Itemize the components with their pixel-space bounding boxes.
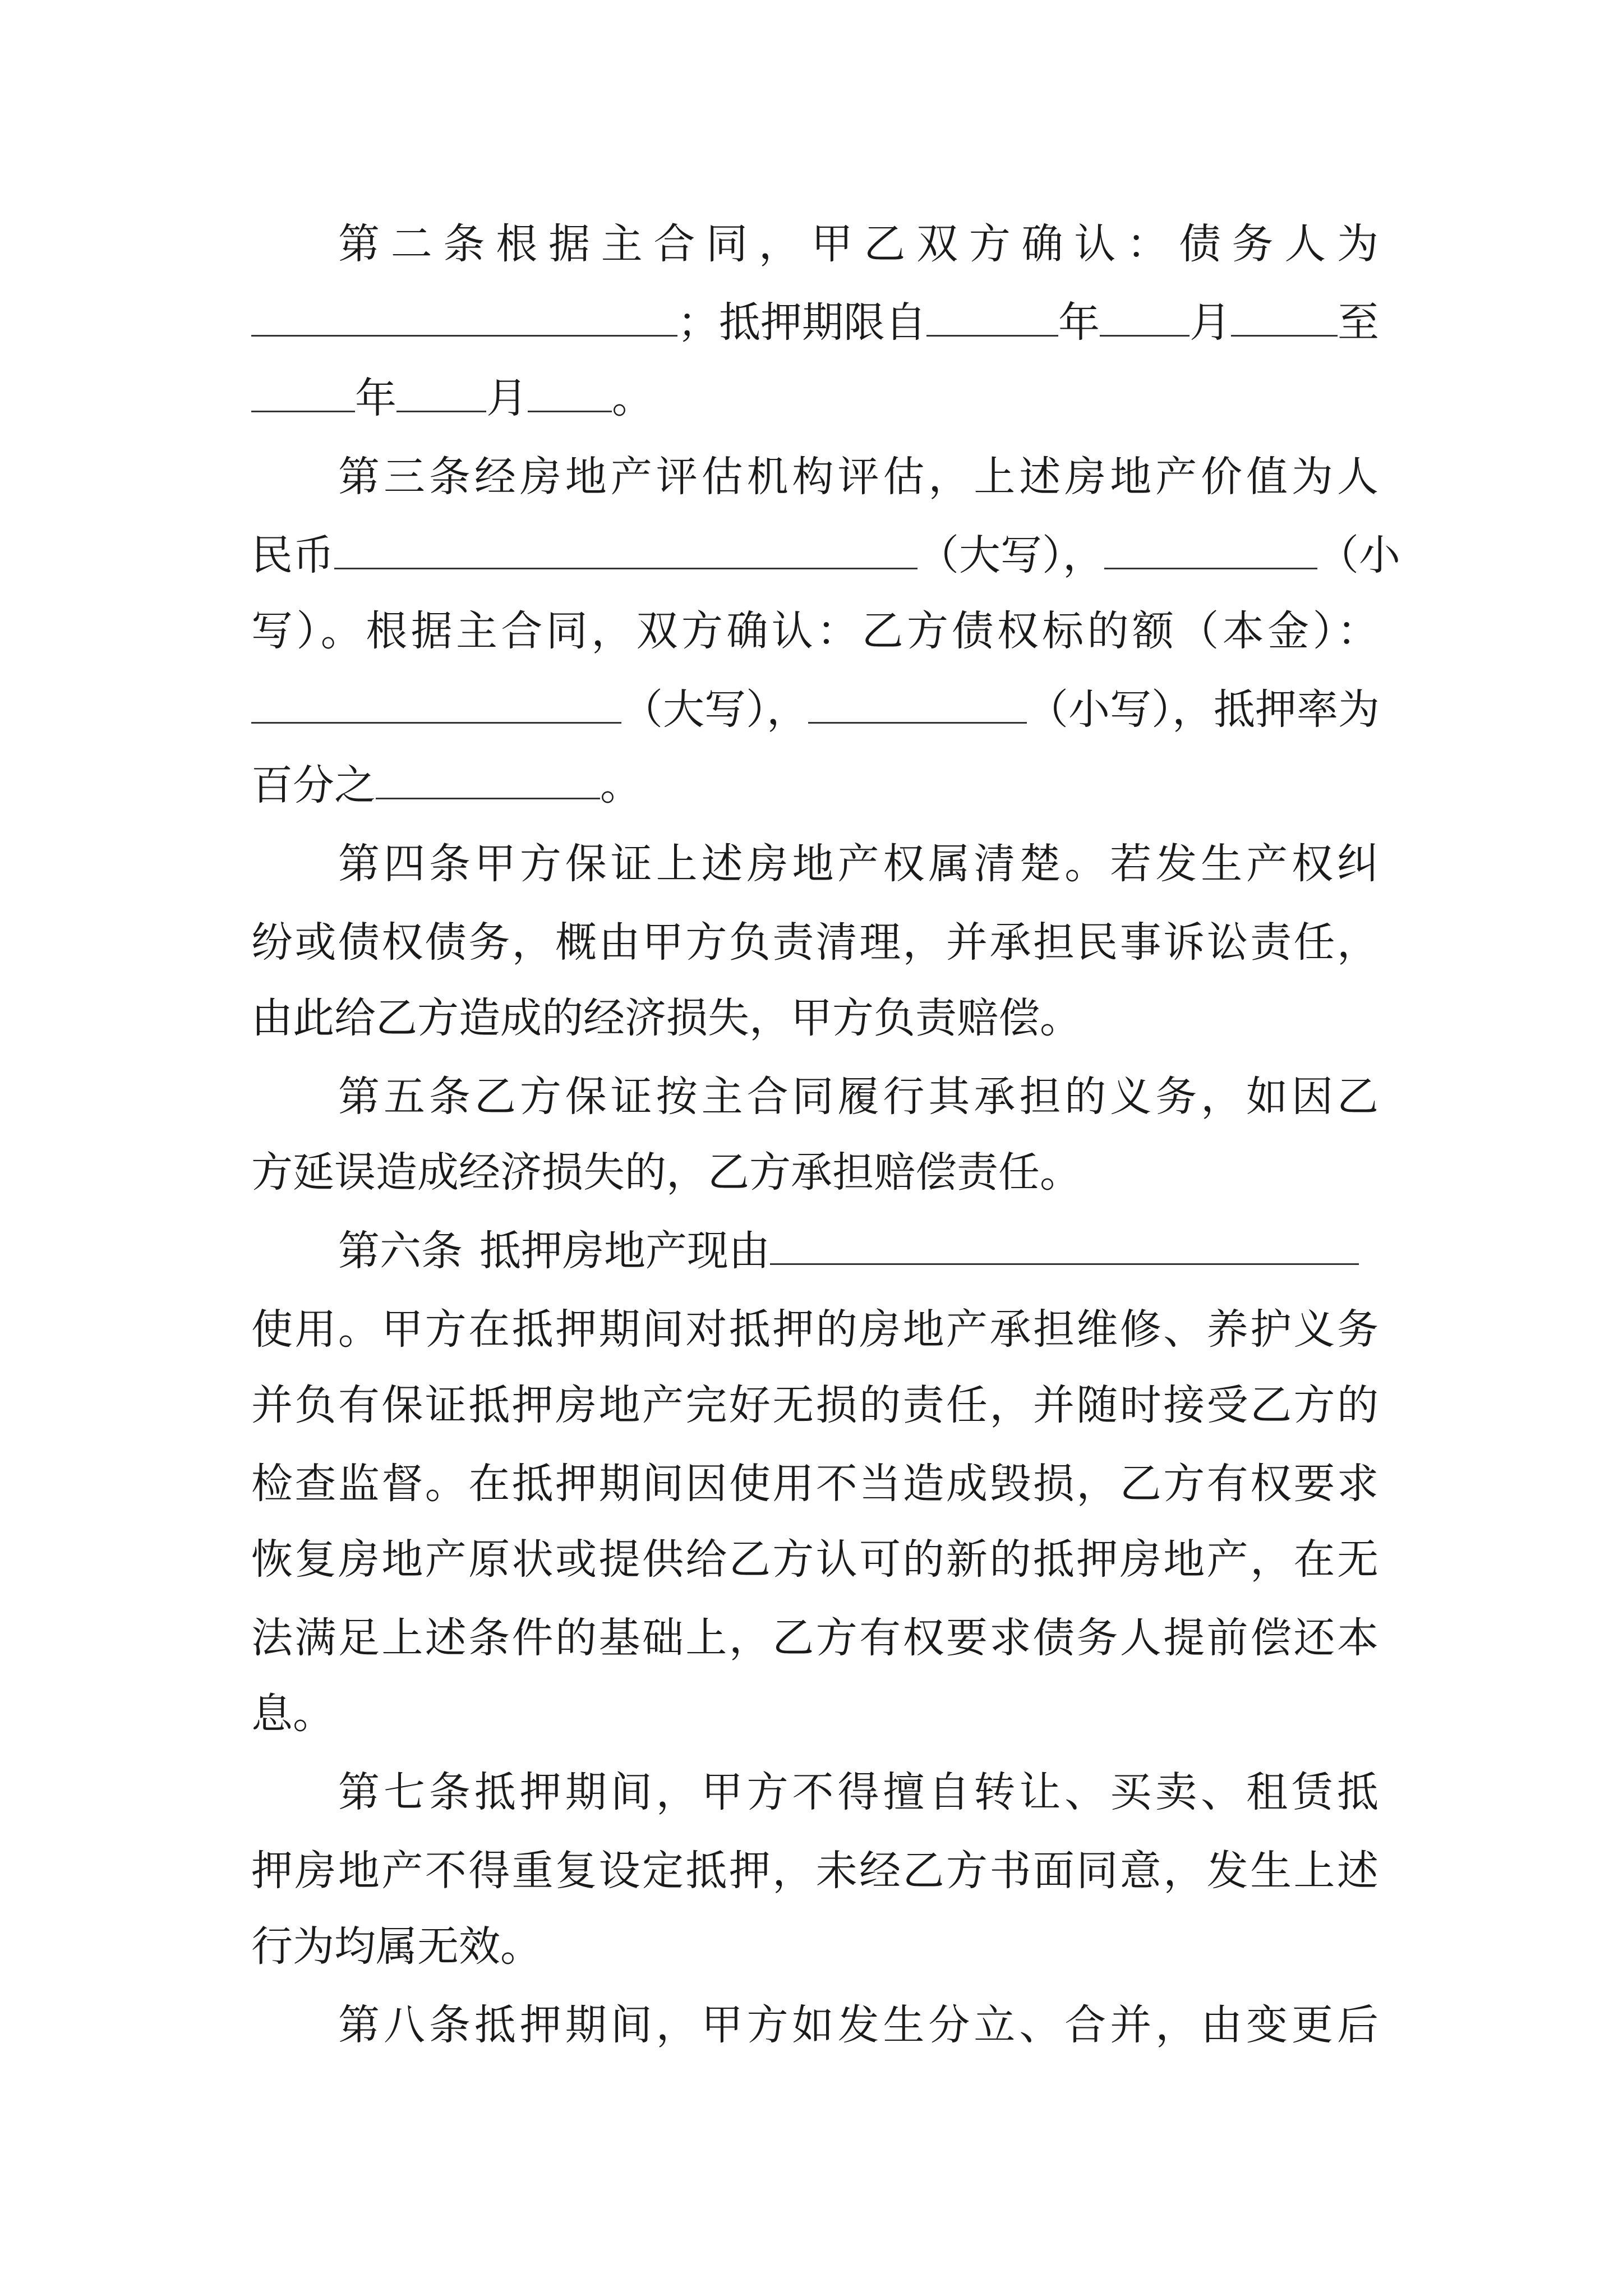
- text-segment: 民币: [251, 531, 334, 579]
- article-2-line-2: [251, 283, 1378, 362]
- article-3-line-1: [338, 438, 1378, 516]
- article-number: 第七条: [338, 1768, 474, 1816]
- text-segment: （大写），: [621, 685, 808, 734]
- text-segment: 。: [612, 374, 653, 422]
- article-7-line-3: [251, 1907, 1378, 1986]
- mortgage-rate-blank: [376, 760, 600, 799]
- article-8-line-1: [338, 1986, 1378, 2064]
- article-5-line-1: [338, 1057, 1378, 1136]
- text-segment: 息。: [251, 1690, 334, 1738]
- text-segment: 检查监督。在抵押期间因使用不当造成毁损，乙方有权要求: [251, 1460, 1378, 1508]
- text-segment: 写）。根据主合同，双方确认：乙方债权标的额（本金）：: [251, 607, 1378, 655]
- text-segment: 使用。甲方在抵押期间对抵押的房地产承担维修、养护义务: [251, 1305, 1378, 1354]
- text-segment: 纷或债权债务，概由甲方负责清理，并承担民事诉讼责任，: [251, 918, 1378, 967]
- article-3-line-3: [251, 592, 1378, 670]
- article-6-line-5: [251, 1520, 1378, 1599]
- text-segment: 行为均属无效。: [251, 1922, 542, 1971]
- start-year-blank: [926, 297, 1058, 337]
- text-segment: （小: [1317, 531, 1400, 579]
- text-segment: 月: [1189, 298, 1231, 347]
- article-6-line-3: [251, 1366, 1378, 1444]
- text-segment: 甲方保证上述房地产权属清楚。若发生产权纠: [474, 840, 1379, 888]
- principal-uppercase-blank: [251, 684, 621, 724]
- article-7-line-1: [338, 1753, 1378, 1832]
- text-segment: 抵押期间，甲方不得擅自转让、买卖、租赁抵: [474, 1768, 1379, 1816]
- article-number: 第八条: [338, 2001, 474, 2049]
- text-segment: （小写），抵押率为: [1027, 685, 1380, 734]
- value-uppercase-blank: [334, 530, 917, 569]
- text-segment: 乙方保证按主合同履行其承担的义务，如因乙: [474, 1073, 1379, 1121]
- text-segment: 经房地产评估机构评估，上述房地产价值为人: [474, 453, 1379, 501]
- user-blank: [770, 1225, 1359, 1265]
- text-segment: 根据主合同，甲乙双方确认：债务人为: [496, 220, 1379, 268]
- article-2-line-1: [338, 205, 1378, 283]
- article-6-line-2: [251, 1290, 1378, 1369]
- end-day-blank: [528, 372, 612, 412]
- article-number: 第四条: [338, 840, 474, 888]
- article-3-line-4: [251, 670, 1378, 749]
- article-6-line-4: [251, 1444, 1378, 1523]
- text-segment: 抵押期间，甲方如发生分立、合并，由变更后: [474, 2001, 1379, 2049]
- article-4-line-1: [338, 825, 1378, 903]
- debtor-blank: [251, 297, 677, 337]
- article-6-line-1: [338, 1212, 1378, 1290]
- article-7-line-2: [251, 1832, 1378, 1910]
- text-segment: 月: [486, 374, 528, 422]
- end-year-blank: [251, 372, 355, 412]
- value-lowercase-blank: [1104, 530, 1317, 569]
- article-3-line-5: [251, 746, 1378, 825]
- start-day-blank: [1231, 297, 1338, 337]
- article-number: 第六条: [338, 1227, 463, 1275]
- article-4-line-2: [251, 903, 1378, 982]
- article-number: 第五条: [338, 1073, 474, 1121]
- text-segment: 年: [1058, 298, 1100, 347]
- text-segment: 押房地产不得重复设定抵押，未经乙方书面同意，发生上述: [251, 1847, 1378, 1895]
- text-segment: 抵押房地产现由: [479, 1227, 770, 1275]
- text-segment: 并负有保证抵押房地产完好无损的责任，并随时接受乙方的: [251, 1381, 1378, 1429]
- article-5-line-2: [251, 1133, 1378, 1212]
- text-segment: 年: [355, 374, 396, 422]
- text-segment: （大写），: [917, 531, 1104, 579]
- article-number: 第二条: [338, 220, 496, 268]
- start-month-blank: [1100, 297, 1189, 337]
- text-segment: 百分之: [251, 761, 376, 809]
- text-segment: 法满足上述条件的基础上，乙方有权要求债务人提前偿还本: [251, 1614, 1378, 1662]
- article-4-line-3: [251, 979, 1378, 1057]
- text-segment: 由此给乙方造成的经济损失，甲方负责赔偿。: [251, 994, 1081, 1042]
- article-6-line-6: [251, 1599, 1378, 1677]
- principal-lowercase-blank: [808, 684, 1027, 724]
- article-2-line-3: [251, 359, 1378, 438]
- text-segment: 至: [1338, 298, 1379, 347]
- end-month-blank: [396, 372, 486, 412]
- article-3-line-2: [251, 516, 1400, 595]
- article-6-line-7: [251, 1674, 1378, 1753]
- text-segment: 方延误造成经济损失的，乙方承担赔偿责任。: [251, 1148, 1081, 1197]
- text-segment: ；抵押期限自: [677, 298, 926, 347]
- article-number: 第三条: [338, 453, 474, 501]
- text-segment: 恢复房地产原状或提供给乙方认可的新的抵押房地产，在无: [251, 1535, 1378, 1584]
- text-segment: 。: [600, 761, 642, 809]
